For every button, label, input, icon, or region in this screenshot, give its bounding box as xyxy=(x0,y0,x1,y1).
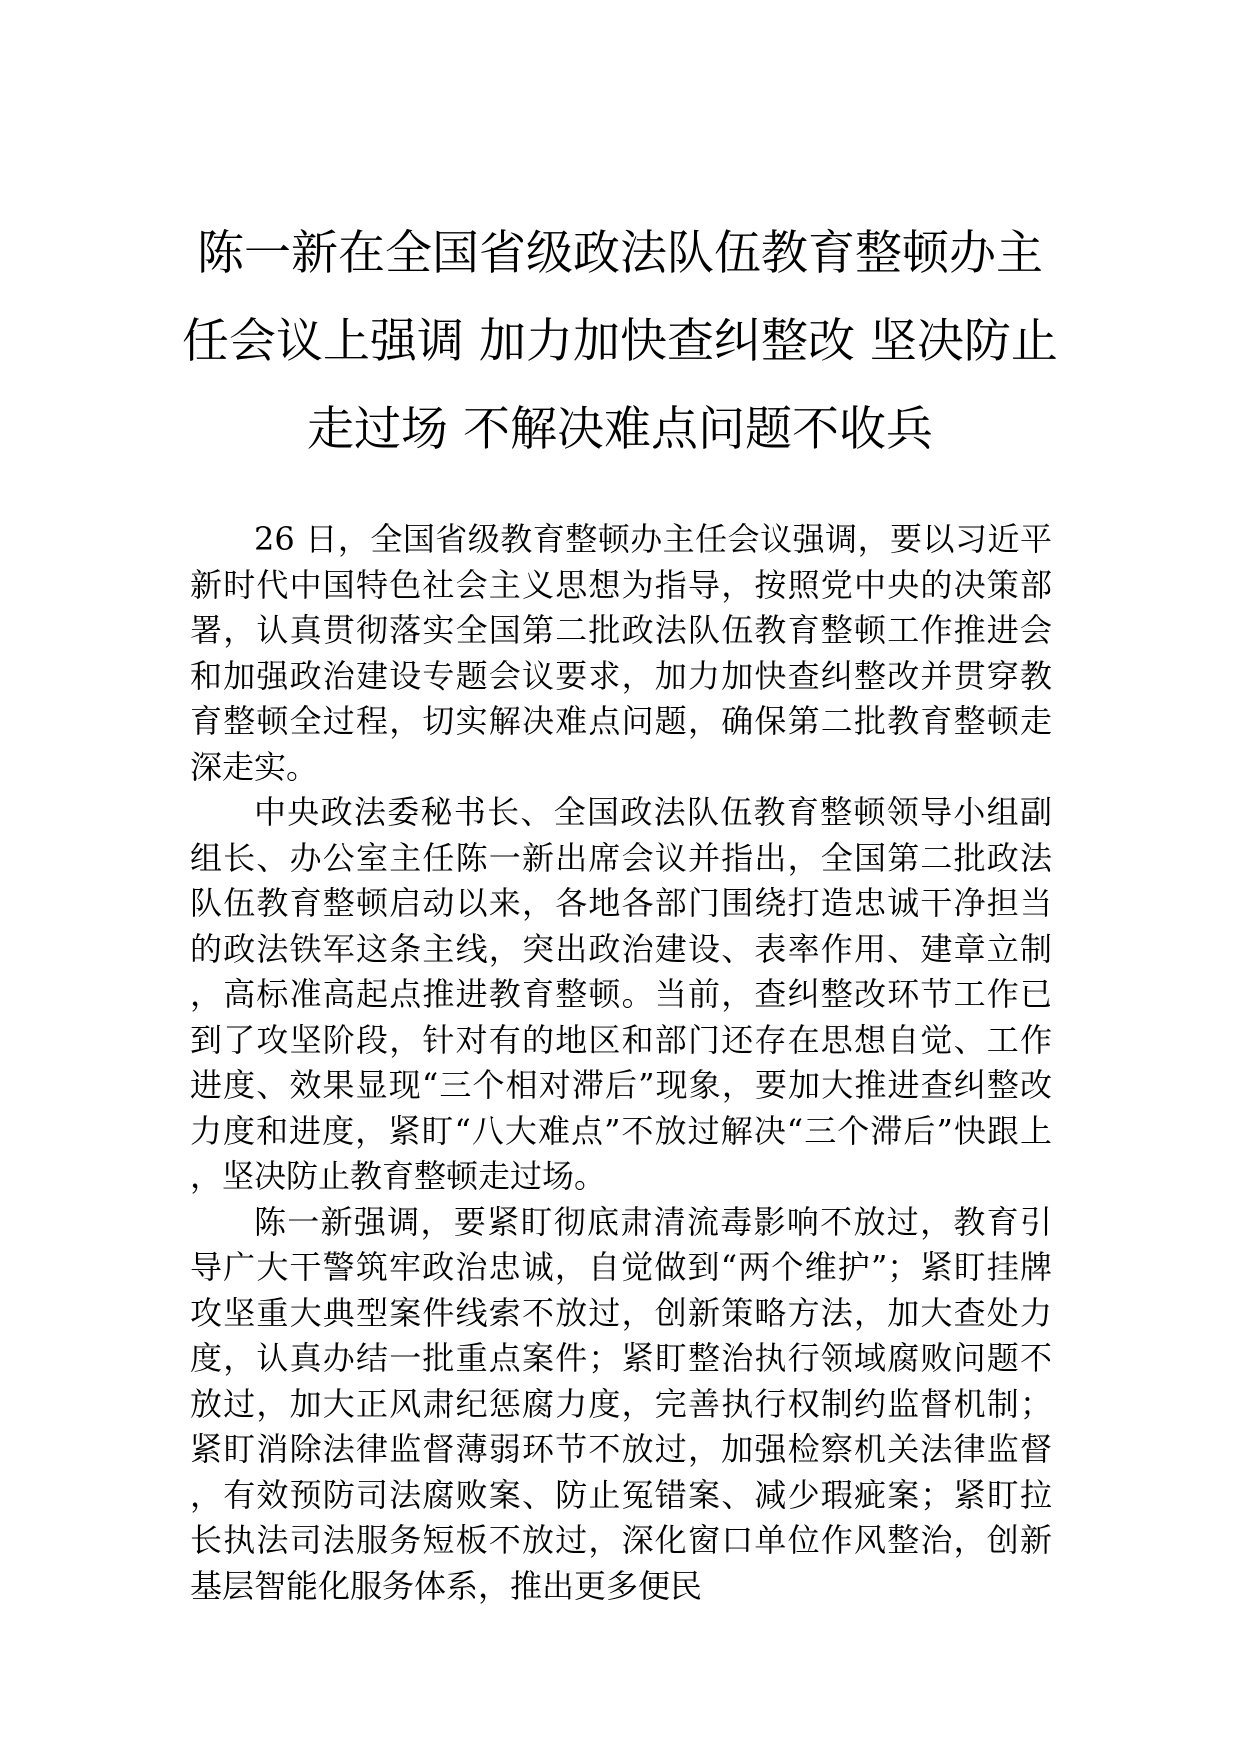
body-paragraph: 中央政法委秘书长、全国政法队伍教育整顿领导小组副组长、办公室主任陈一新出席会议并指出，全国第二批政法队伍教育整顿启动以来，各地各部门围绕打造忠诚干净担当的政法铁军这条主线，突出政治建设、表率作用、建章立制，高标准高起点推进教育整顿。当前，查纠整改环节工作已到了攻坚阶段，针对有的地区和部门还存在思想自觉、工作进度、效果显现“三个相对滞后”现象，要加大推进查纠整改力度和进度，紧盯“八大难点”不放过解决“三个滞后”快跟上，坚决防止教育整顿走过场。 xyxy=(190,793,1052,1195)
body-paragraph: 26 日，全国省级教育整顿办主任会议强调，要以习近平新时代中国特色社会主义思想为指导，按照党中央的决策部署，认真贯彻落实全国第二批政法队伍教育整顿工作推进会和加强政治建设专题会议要求，加力加快查纠整改并贯穿教育整顿全过程，切实解决难点问题，确保第二批教育整顿走深走实。 xyxy=(190,520,1052,786)
title-line: 任会议上强调 加力加快查纠整改 坚决防止 xyxy=(182,314,1058,369)
document-title xyxy=(180,210,1060,474)
title-line: 走过场 不解决难点问题不收兵 xyxy=(307,402,933,457)
body-paragraph: 陈一新强调，要紧盯彻底肃清流毒影响不放过，教育引导广大干警筑牢政治忠诚，自觉做到“两个维护”；紧盯挂牌攻坚重大典型案件线索不放过，创新策略方法，加大查处力度，认真办结一批重点案件；紧盯整治执行领域腐败问题不放过，加大正风肃纪惩腐力度，完善执行权制约监督机制；紧盯消除法律监督薄弱环节不放过，加强检察机关法律监督，有效预防司法腐败案、防止冤错案、减少瑕疵案；紧盯拉长执法司法服务短板不放过，深化窗口单位作风整治，创新基层智能化服务体系，推出更多便民 xyxy=(190,1202,1052,1605)
title-line: 陈一新在全国省级政法队伍教育整顿办主 xyxy=(197,226,1043,281)
document-body xyxy=(190,517,1052,1609)
